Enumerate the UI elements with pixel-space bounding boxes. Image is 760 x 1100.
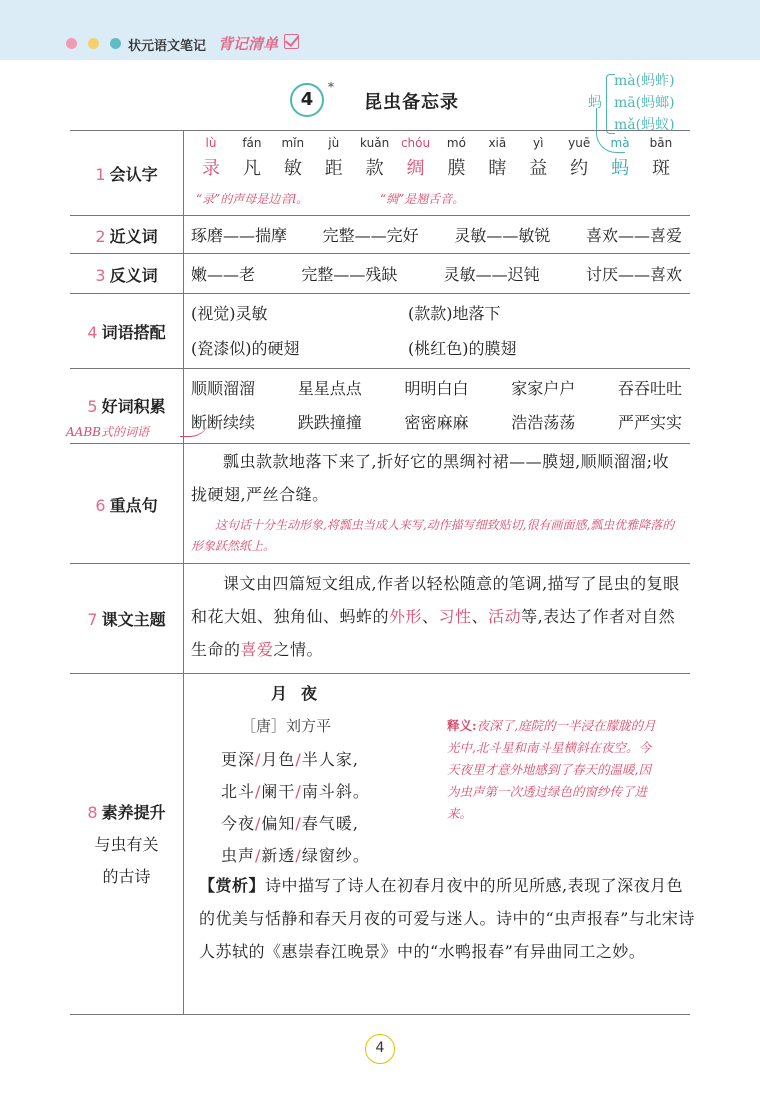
synonym-pair: 喜欢——喜爱	[585, 226, 682, 245]
good-word: 浩浩荡荡	[511, 413, 576, 432]
sentence-note: 这句话十分生动形象,将瓢虫当成人来写,动作描写细致贴切,很有画面感,瓢虫优雅降落的形象跃然纸上。	[191, 518, 675, 553]
poem-segment: 春气暖,	[301, 814, 359, 833]
poem-title: 月夜	[271, 684, 332, 703]
antonym-pair: 完整——残缺	[301, 265, 398, 284]
table-row	[70, 293, 690, 369]
row-label: 8 素养提升 与虫有关 的古诗	[87, 803, 166, 886]
hanzi-char: 斑	[651, 158, 670, 179]
pinyin: yuē	[568, 136, 591, 150]
pronunciation-note: “录”的声母是边音l。	[196, 192, 309, 206]
highlight-word: 习性	[438, 607, 472, 626]
pause-mark: /	[255, 782, 262, 801]
pinyin: fán	[242, 136, 262, 150]
pause-mark: /	[255, 846, 262, 865]
poem-appreciation: 【赏析】诗中描写了诗人在初春月夜中的所见所感,表现了深夜月色的优美与恬静和春天月夜的可爱与迷人。诗中的“虫声报春”与北宋诗人苏轼的《惠崇春江晚景》中的“水鸭报春”有异曲同工之妙。	[199, 876, 695, 961]
poem-line	[221, 811, 359, 834]
table-row	[70, 130, 690, 216]
table-row	[70, 443, 690, 564]
hanzi-char: 录	[202, 158, 220, 179]
poem-segment: 虫声	[221, 846, 256, 865]
pinyin: lù	[205, 136, 217, 150]
header-subtitle: 背记清单	[218, 35, 279, 53]
hanzi-char: 凡	[242, 158, 261, 179]
pinyin: yì	[533, 136, 544, 150]
poem-segment: 绿窗纱。	[301, 846, 370, 865]
lesson-number: 4	[290, 83, 324, 117]
hanzi-char: 距	[324, 158, 343, 179]
good-word: 跌跌撞撞	[297, 413, 362, 432]
poem-segment: 今夜	[221, 814, 256, 833]
pause-mark: /	[295, 750, 302, 769]
row-label: 6 重点句	[95, 496, 158, 515]
hanzi-char: 益	[529, 158, 548, 179]
good-word: 吞吞吐吐	[617, 379, 682, 398]
hanzi-char: 瞎	[488, 158, 507, 179]
poem-section	[191, 673, 695, 1014]
aabb-note: AABB式的词语	[66, 425, 149, 439]
table-row	[70, 368, 690, 444]
checkbox-icon	[284, 34, 299, 49]
key-sentence: 瓢虫款款地落下来了,折好它的黑绸衬裙——膜翅,顺顺溜溜;收拢硬翅,严丝合缝。	[191, 452, 670, 504]
antonym-list	[191, 262, 682, 285]
hanzi-row	[191, 154, 681, 180]
theme-text: 课文由四篇短文组成,作者以轻松随意的笔调,描写了昆虫的复眼和花大姐、独角仙、蚂蚱的外形、习性、活动等,表达了作者对自然生命的喜爱之情。	[191, 574, 680, 659]
pinyin: mó	[446, 136, 466, 150]
pinyin: mǐn	[281, 136, 305, 150]
poem-line	[221, 843, 370, 866]
pinyin: jù	[328, 136, 340, 150]
hanzi-char: 绸	[406, 158, 425, 179]
pause-mark: /	[295, 846, 302, 865]
antonym-pair: 讨厌——喜欢	[585, 265, 682, 284]
hanzi-char: 蚂	[611, 158, 630, 179]
synonym-pair: 完整——完好	[322, 226, 419, 245]
good-word: 明明白白	[404, 379, 469, 398]
header-bar	[0, 0, 760, 60]
good-word: 顺顺溜溜	[191, 379, 256, 398]
table-row	[70, 215, 690, 254]
collocation-item: (瓷漆似)的硬翅	[191, 339, 300, 358]
good-word: 断断续续	[191, 413, 256, 432]
pinyin-row	[191, 136, 681, 150]
polyphone-reading: mǎ(蚂蚁)	[614, 117, 675, 133]
poem-explanation: 释义:夜深了,庭院的一半浸在朦胧的月光中,北斗星和南斗星横斜在夜空。今天夜里才意外地感到了春天的温暖,因为虫声第一次透过绿色的窗纱传了进来。	[447, 718, 656, 821]
hanzi-char: 膜	[447, 158, 466, 179]
poem-segment: 北斗	[221, 782, 256, 801]
highlight-word: 外形	[389, 607, 423, 626]
pause-mark: /	[255, 814, 262, 833]
pronunciation-note: “绸”是翘舌音。	[380, 192, 465, 206]
page-number: 4	[365, 1034, 395, 1064]
poem-segment: 偏知	[261, 814, 296, 833]
word-list-row	[191, 410, 682, 433]
poem-author: ［唐］刘方平	[241, 717, 332, 735]
page-title: 昆虫备忘录	[364, 92, 459, 113]
lesson-star: *	[328, 80, 334, 94]
highlight-word: 活动	[488, 607, 522, 626]
synonym-list	[191, 223, 682, 246]
collocation-item: (视觉)灵敏	[191, 304, 268, 323]
synonym-pair: 灵敏——敏锐	[454, 226, 551, 245]
pinyin: mà	[610, 136, 630, 150]
pink-dot-icon	[66, 38, 77, 49]
brand-name: 状元语文笔记	[128, 39, 207, 54]
antonym-pair: 嫩——老	[191, 265, 256, 284]
teal-dot-icon	[110, 38, 121, 49]
hanzi-char: 款	[365, 158, 384, 179]
antonym-pair: 灵敏——迟钝	[443, 265, 540, 284]
row-label: 1 会认字	[95, 165, 158, 184]
row-label: 7 课文主题	[87, 610, 166, 629]
pinyin: kuǎn	[360, 136, 390, 150]
good-word: 密密麻麻	[404, 413, 469, 432]
pinyin: bān	[649, 136, 673, 150]
table-row	[70, 563, 690, 674]
row-label: 3 反义词	[95, 266, 158, 285]
synonym-pair: 琢磨——揣摩	[191, 226, 288, 245]
polyphone-char: 蚂	[588, 95, 602, 111]
collocation-item: (桃红色)的膜翅	[408, 339, 517, 358]
collocation-item: (款款)地落下	[408, 304, 501, 323]
poem-segment: 更深	[221, 750, 256, 769]
word-list-row	[191, 376, 682, 399]
poem-segment: 半人家,	[301, 750, 359, 769]
good-word: 家家户户	[511, 379, 576, 398]
polyphone-reading: mā(蚂螂)	[614, 95, 675, 111]
pause-mark: /	[255, 750, 262, 769]
pinyin: chóu	[400, 136, 431, 150]
poem-segment: 阑干	[261, 782, 296, 801]
poem-line	[221, 779, 370, 802]
poem-segment: 新透	[261, 846, 296, 865]
row-label: 2 近义词	[95, 227, 158, 246]
row-label: 4 词语搭配	[87, 323, 166, 342]
hanzi-char: 敏	[283, 158, 302, 179]
pinyin: xiā	[488, 136, 507, 150]
table-row	[70, 673, 695, 1015]
good-word: 星星点点	[297, 379, 362, 398]
poem-segment: 月色	[261, 750, 296, 769]
table-row	[70, 253, 690, 294]
hanzi-char: 约	[570, 158, 589, 179]
poem-segment: 南斗斜。	[301, 782, 370, 801]
good-word: 严严实实	[617, 413, 682, 432]
yellow-dot-icon	[88, 38, 99, 49]
row-label: 5 好词积累	[87, 397, 166, 416]
pause-mark: /	[295, 782, 302, 801]
polyphone-reading: mà(蚂蚱)	[614, 73, 675, 89]
poem-line	[221, 747, 359, 770]
pause-mark: /	[295, 814, 302, 833]
highlight-word: 喜爱	[240, 640, 274, 659]
